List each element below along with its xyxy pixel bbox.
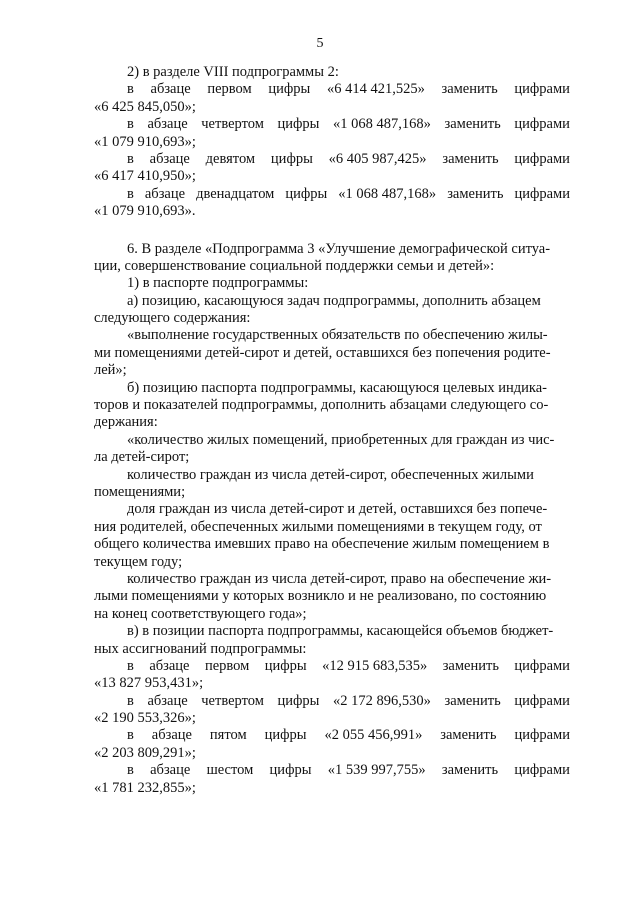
- word: цифрами: [514, 692, 570, 709]
- word: «6 414 421,525»: [326, 81, 425, 98]
- word: первом: [207, 81, 252, 98]
- justified-line: [94, 693, 570, 710]
- word: заменить: [440, 727, 497, 744]
- paragraph-line: «13 827 953,431»;: [94, 675, 204, 692]
- word: цифры: [264, 727, 307, 744]
- paragraph-line: «1 781 232,855»;: [94, 779, 196, 796]
- justified-line: [94, 81, 570, 98]
- paragraph-line: количество граждан из числа детей-сирот, право на обеспечение жи-: [127, 570, 552, 587]
- word: заменить: [447, 185, 504, 202]
- word: в: [127, 185, 134, 202]
- section-heading-line: ции, совершенствование социальной поддержки семьи и детей»:: [94, 257, 495, 274]
- word: заменить: [444, 692, 501, 709]
- paragraph-line: 2) в разделе VIII подпрограммы 2:: [127, 64, 339, 80]
- word: заменить: [442, 657, 499, 674]
- word: «2 055 456,991»: [324, 727, 423, 744]
- word: абзаце: [150, 81, 191, 98]
- word: в: [127, 762, 134, 779]
- paragraph-line: ми помещениями детей-сирот и детей, оставшихся без попечения родите-: [94, 344, 551, 361]
- word: цифрами: [514, 150, 570, 167]
- paragraph-line: ных ассигнований подпрограммы:: [94, 640, 307, 657]
- paragraph-line: 1) в паспорте подпрограммы:: [127, 275, 309, 292]
- word: в: [127, 116, 134, 133]
- paragraph-line: ла детей-сирот;: [94, 449, 190, 466]
- word: заменить: [444, 116, 501, 133]
- word: четвертом: [201, 692, 264, 709]
- paragraph-line: «6 425 845,050»;: [94, 98, 196, 115]
- paragraph-line: «2 203 809,291»;: [94, 744, 196, 761]
- paragraph-line: «выполнение государственных обязательств по обеспечению жилы-: [127, 327, 548, 344]
- word: цифрами: [514, 762, 570, 779]
- paragraph-line: помещениями;: [94, 483, 186, 500]
- word: абзаце: [149, 150, 190, 167]
- paragraph-line: торов и показателей подпрограммы, дополнить абзацами следующего со-: [94, 397, 549, 414]
- page-number: 5: [316, 36, 324, 51]
- paragraph-line: «1 079 910,693»;: [94, 133, 196, 150]
- paragraph-line: «2 190 553,326»;: [94, 710, 196, 727]
- word: четвертом: [201, 116, 264, 133]
- paragraph-line: «6 417 410,950»;: [94, 168, 196, 185]
- paragraph-line: в) в позиции паспорта подпрограммы, касающейся объемов бюджет-: [127, 623, 554, 640]
- word: в: [127, 727, 134, 744]
- paragraph-line: «1 079 910,693».: [94, 203, 196, 220]
- word: цифрами: [514, 81, 570, 98]
- section-heading-line: 6. В разделе «Подпрограмма 3 «Улучшение демографической ситуа-: [127, 240, 551, 257]
- paragraph-line: лыми помещениями у которых возникло и не реализовано, по состоянию: [94, 588, 547, 605]
- word: в: [127, 150, 134, 167]
- paragraph-line: ния родителей, обеспеченных жилыми помещениями в текущем году, от: [94, 518, 542, 535]
- word: цифры: [268, 81, 311, 98]
- word: «1 539 997,755»: [327, 762, 426, 779]
- justified-line: [94, 658, 570, 675]
- word: в: [127, 81, 134, 98]
- word: в: [127, 692, 134, 709]
- word: цифры: [277, 116, 320, 133]
- word: «12 915 683,535»: [322, 657, 428, 674]
- word: девятом: [205, 150, 256, 167]
- word: абзаце: [147, 116, 188, 133]
- word: «1 068 487,168»: [333, 116, 431, 133]
- word: двенадцатом: [196, 185, 275, 202]
- paragraph-line: лей»;: [94, 362, 127, 379]
- word: абзаце: [149, 657, 190, 674]
- word: цифрами: [514, 185, 570, 202]
- word: пятом: [209, 727, 247, 744]
- word: абзаце: [151, 727, 192, 744]
- word: абзаце: [150, 762, 191, 779]
- paragraph-line: а) позицию, касающуюся задач подпрограммы, дополнить абзацем: [127, 292, 541, 309]
- word: цифры: [277, 692, 320, 709]
- paragraph-line: общего количества имевших право на обеспечение жилым помещением в: [94, 536, 550, 553]
- justified-line: [94, 186, 570, 203]
- word: цифрами: [514, 116, 570, 133]
- paragraph-line: текущем году;: [94, 553, 183, 570]
- word: цифры: [270, 150, 313, 167]
- word: в: [127, 657, 134, 674]
- word: «6 405 987,425»: [328, 150, 427, 167]
- paragraph-line: доля граждан из числа детей-сирот и детей, оставшихся без попече-: [127, 501, 548, 518]
- word: заменить: [441, 762, 499, 779]
- justified-line: [94, 116, 570, 133]
- paragraph-line: количество граждан из числа детей-сирот, обеспеченных жилыми: [127, 466, 534, 483]
- paragraph-line: держания:: [94, 414, 158, 431]
- word: цифрами: [514, 727, 570, 744]
- section-gap: [94, 221, 570, 241]
- word: цифры: [264, 657, 307, 674]
- word: «2 172 896,530»: [333, 692, 431, 709]
- word: шестом: [206, 762, 254, 779]
- justified-line: [94, 762, 570, 779]
- justified-line: [94, 727, 570, 744]
- document-body: [94, 64, 570, 797]
- paragraph-line: следующего содержания:: [94, 310, 251, 327]
- word: цифры: [269, 762, 312, 779]
- word: «1 068 487,168»: [338, 185, 437, 202]
- paragraph-line: б) позицию паспорта подпрограммы, касающуюся целевых индика-: [127, 379, 547, 396]
- word: цифрами: [514, 657, 570, 674]
- paragraph-line: «количество жилых помещений, приобретенных для граждан из чис-: [127, 431, 555, 448]
- word: цифры: [285, 185, 328, 202]
- paragraph-line: на конец соответствующего года»;: [94, 605, 307, 622]
- word: абзаце: [144, 185, 186, 202]
- word: заменить: [442, 150, 499, 167]
- justified-line: [94, 151, 570, 168]
- word: первом: [204, 657, 250, 674]
- word: заменить: [441, 81, 498, 98]
- word: абзаце: [147, 692, 188, 709]
